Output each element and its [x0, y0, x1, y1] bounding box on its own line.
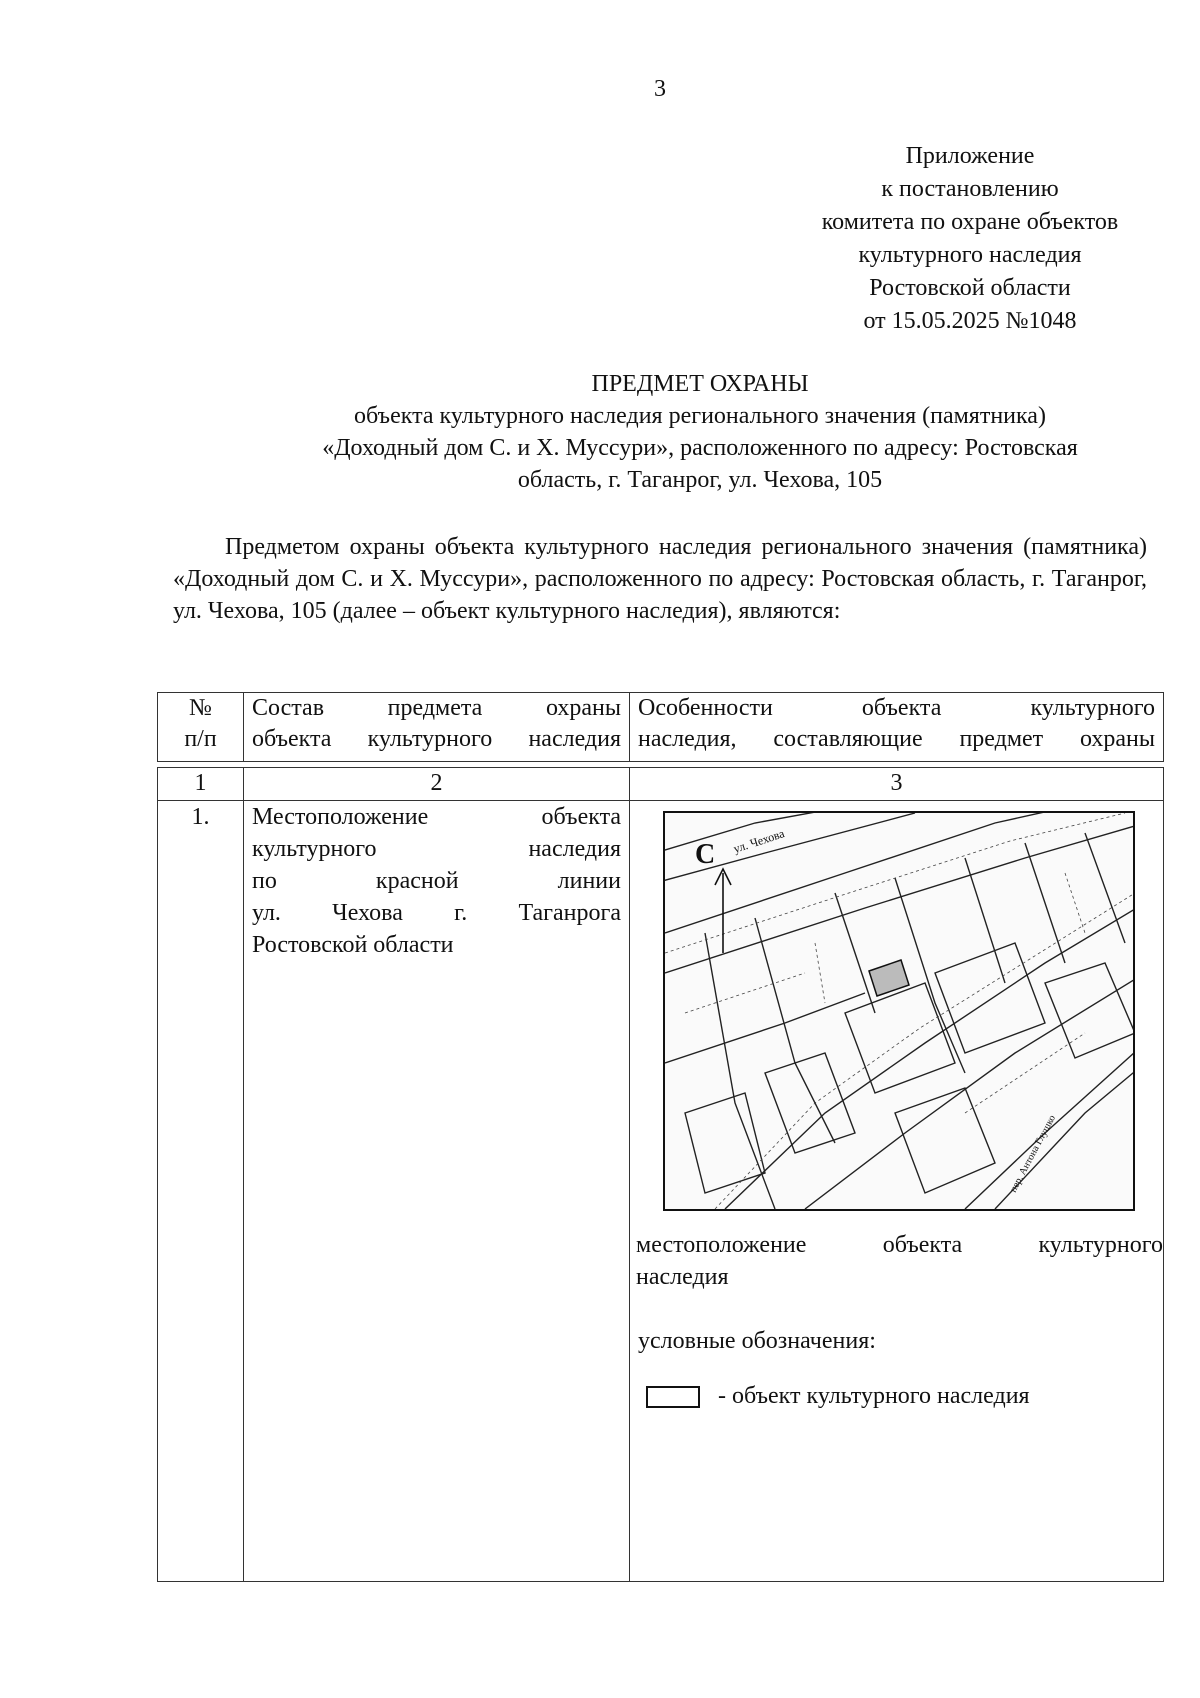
row-features	[630, 801, 1164, 1582]
document-title	[180, 368, 1200, 496]
page-number: 3	[654, 76, 666, 102]
table-header	[157, 692, 1164, 762]
appendix-line: от 15.05.2025 №1048	[863, 308, 1077, 334]
site-map	[663, 811, 1135, 1211]
map-caption	[636, 1229, 1163, 1293]
title-line: объекта культурного наследия регионального значения (памятника)	[354, 403, 1046, 429]
legend-item	[638, 1383, 1155, 1410]
header-text: Особенности объекта культурного	[638, 695, 1155, 721]
intro-paragraph: Предметом охраны объекта культурного наследия регионального значения (памятника) «Доходный дом С. и Х. Муссури», расположенного по адресу: Ростовская область, г. Таганрог, ул. Чехова, 105 (далее – объект культурного наследия), являются:	[173, 534, 1147, 624]
header-text: наследия, составляющие предмет охраны	[638, 726, 1155, 752]
subject-line: по красной линии	[252, 868, 621, 894]
legend-label: - объект культурного наследия	[718, 1383, 1030, 1409]
title-line: «Доходный дом С. и Х. Муссури», расположенного по адресу: Ростовская	[322, 435, 1078, 461]
appendix-line: культурного наследия	[858, 242, 1082, 268]
header-col-features	[630, 693, 1164, 762]
legend-swatch	[646, 1386, 700, 1408]
column-number: 3	[630, 768, 1164, 801]
caption-line: наследия	[636, 1264, 729, 1290]
north-arrow-icon	[715, 869, 731, 953]
street-label: пер. Антона Глушко	[1007, 1113, 1059, 1195]
subject-line: ул. Чехова г. Таганрога	[252, 900, 621, 926]
table-row	[158, 801, 1164, 1582]
header-col-subject	[244, 693, 630, 762]
appendix-line: Приложение	[905, 143, 1035, 169]
appendix-block	[780, 140, 1160, 338]
subject-line: Ростовской области	[252, 932, 454, 958]
header-text: Состав предмета охраны	[252, 695, 621, 721]
table-body	[157, 800, 1164, 1582]
appendix-line: комитета по охране объектов	[821, 209, 1119, 235]
legend-title: условные обозначения:	[638, 1328, 876, 1354]
header-text: №	[189, 695, 212, 721]
title-line: область, г. Таганрог, ул. Чехова, 105	[517, 467, 883, 493]
header-col-number	[158, 693, 244, 762]
north-label: С	[695, 839, 716, 870]
appendix-line: Ростовской области	[869, 275, 1071, 301]
header-text: п/п	[184, 726, 217, 752]
table-column-numbers	[157, 767, 1164, 801]
header-text: объекта культурного наследия	[252, 726, 621, 752]
column-number: 2	[244, 768, 630, 801]
subject-line: Местоположение объекта	[252, 804, 621, 830]
row-number: 1.	[158, 801, 244, 1582]
subject-line: культурного наследия	[252, 836, 621, 862]
caption-line: местоположение объекта культурного	[636, 1232, 1163, 1258]
street-label: ул. Чехова	[731, 826, 787, 856]
appendix-line: к постановлению	[881, 176, 1059, 202]
title-heading: ПРЕДМЕТ ОХРАНЫ	[591, 371, 809, 397]
row-subject	[244, 801, 630, 1582]
site-map-drawing	[665, 813, 1133, 1209]
column-number: 1	[158, 768, 244, 801]
